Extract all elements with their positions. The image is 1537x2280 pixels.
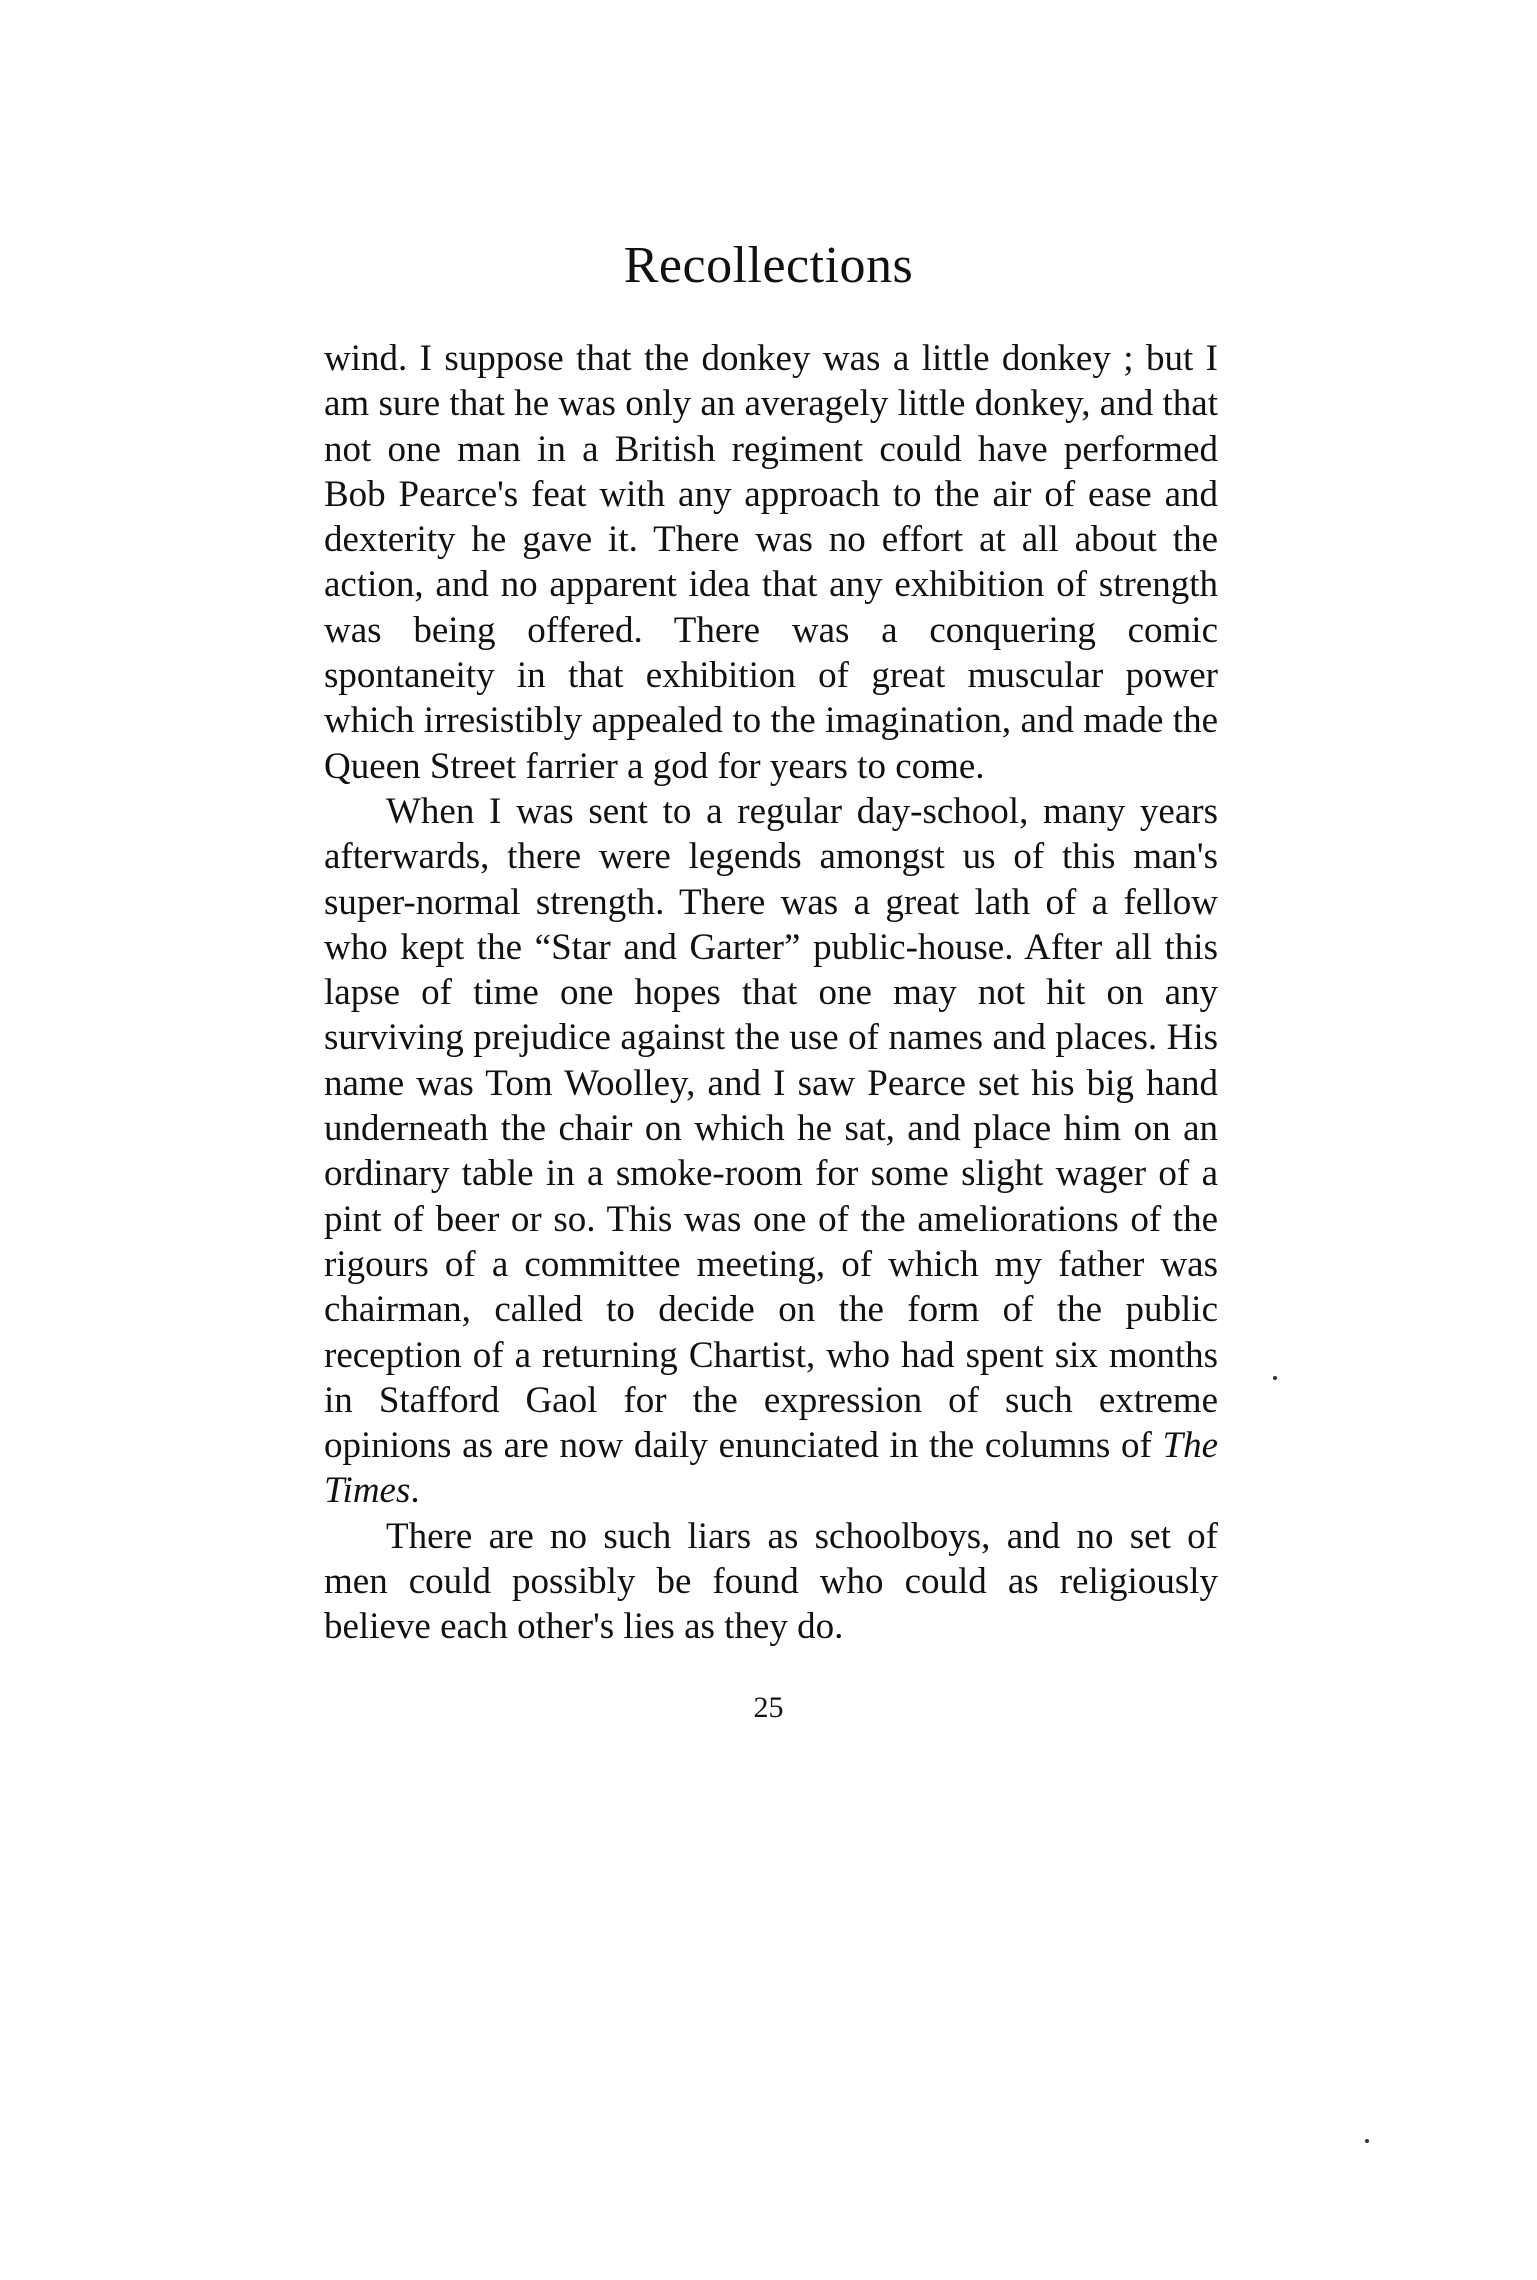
- paragraph-2-text: When I was sent to a regular day-school, many years afterwards, there were legends amongst us of this man's super-normal strength. There was a great lath of a fellow who kept the “Star and Garter” public-house. After all this lapse of time one hopes that one may not hit on any surviving prejudice against the use of names and places. His name was Tom Woolley, and I saw Pearce set his big hand underneath the chair on which he sat, and place him on an ordinary table in a smoke-room for some slight wager of a pint of beer or so. This was one of the ameliorations of the rigours of a committee meeting, of which my father was chairman, called to decide on the form of the public reception of a returning Chartist, who had spent six months in Stafford Gaol for the expression of such extreme opinions as are now daily enunciated in the columns of: [324, 790, 1218, 1467]
- page-number: 25: [753, 1691, 784, 1724]
- newspaper-title: The Times: [324, 1425, 1218, 1512]
- paragraph-1: [324, 336, 1218, 789]
- paragraph-1-text: wind. I suppose that the donkey was a little donkey ; but I am sure that he was only an averagely little donkey, and that not one man in a British regiment could have performed Bob Pearce's feat with any approach to the air of ease and dexterity he gave it. There was no effort at all about the action, and no apparent idea that any exhibition of strength was being offered. There was a conquering comic spontaneity in that exhibition of great muscular power which irresistibly appealed to the imagination, and made the Queen Street farrier a god for years to come.: [324, 338, 1218, 787]
- paragraph-2-end: .: [410, 1470, 420, 1512]
- page-title: Recollections: [623, 237, 914, 294]
- scan-speck-2: [1365, 2139, 1369, 2143]
- paragraph-2: [324, 789, 1218, 1514]
- paragraph-3: [324, 1514, 1218, 1650]
- body-text: [324, 336, 1218, 1650]
- scan-speck-1: [1273, 1376, 1277, 1380]
- paragraph-3-text: There are no such liars as schoolboys, and no set of men could possibly be found who could as religiously believe each other's lies as they do.: [324, 1515, 1218, 1648]
